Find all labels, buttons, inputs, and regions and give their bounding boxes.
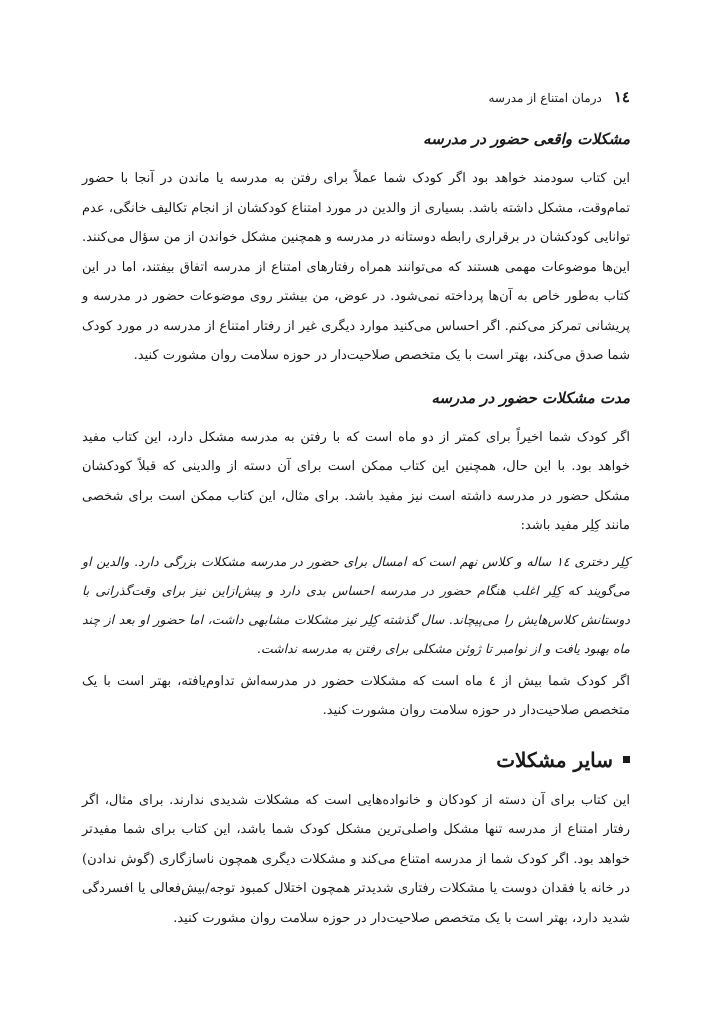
running-header	[82, 88, 630, 110]
running-title: درمان امتناع از مدرسه	[488, 91, 602, 105]
paragraph-duration-advice: اگر کودک شما بیش از ٤ ماه است که مشکلات حضور در مدرسه‌اش تداوم‌یافته، بهتر است با یک متخصص صلاحیت‌دار در حوزه سلامت روان مشورت کنید.	[82, 673, 630, 718]
section-title-duration: مدت مشکلات حضور در مدرسه	[431, 388, 630, 407]
paragraph-other-problems: این کتاب برای آن دسته از کودکان و خانواده‌هایی است که مشکلات شدیدی ندارند. برای مثال، اگر رفتار امتناع از مدرسه تنها مشکل واصلی‌ترین مشکل کودک شما باشد، این کتاب برای شما مفیدتر خواهد بود. اگر کودک شما از مدرسه امتناع می‌کند و مشکلات دیگری همچون ناسازگاری (گوش ندادن) در خانه یا فقدان دوست یا مشکلات رفتاری شدیدتر همچون اختلال کمبود توجه/بیش‌فعالی یا افسردگی شدید دارد، بهتر است با یک متخصص صلاحیت‌دار در حوزه سلامت روان مشورت کنید.	[82, 792, 630, 926]
document-page	[82, 88, 630, 933]
case-example-quote: کِلِر دختری ١٤ ساله و کلاس نهم است که امسال برای حضور در مدرسه مشکلات بزرگی دارد. والدین او می‌گویند که کِلِر اغلب هنگام حضور در مدرسه احساس بدی دارد و پیش‌ازاین نیز برای وقت‌گذرانی با دوستانش کلاس‌هایش را می‌پیچاند. سال گذشته کِلِر نیز مشکلات مشابهی داشت، اما حضور او بعد از چند ماه بهبود یافت و از نوامبر تا ژوئن مشکلی برای رفتن به مدرسه نداشت.	[82, 553, 630, 656]
paragraph-real-attendance-problems: این کتاب سودمند خواهد بود اگر کودک شما عملاً برای رفتن به مدرسه یا ماندن در آنجا با حضور تمام‌وقت، مشکل داشته باشد. بسیاری از والدین در مورد امتناع کودکشان از انجام تکالیف خانگی، عدم توانایی کودکشان در برقراری رابطه دوستانه در مدرسه و همچنین مشکل خواندن از من سؤال می‌کنند. این‌ها موضوعات مهمی هستند که می‌توانند همراه رفتارهای امتناع از مدرسه اتفاق بیفتند، اما در این کتاب به‌طور خاص به آن‌ها پرداخته نمی‌شود. در عوض، من بیشتر روی موضوعات حضور در مدرسه و پریشانی تمرکز می‌کنم. اگر احساس می‌کنید موارد دیگری غیر از رفتار امتناع از مدرسه در مورد کودک شما صدق می‌کند، بهتر است با یک متخصص صلاحیت‌دار در حوزه سلامت روان مشورت کنید.	[82, 171, 630, 363]
section-heading-other-problems	[82, 744, 630, 776]
paragraph-duration-intro: اگر کودک شما اخیراً برای کمتر از دو ماه است که با رفتن به مدرسه مشکل دارد، این کتاب مفید خواهد بود. با این حال، همچنین این کتاب ممکن است برای آن دسته از والدینی که قبلاً کودکشان مشکل حضور در مدرسه داشته است نیز مفید باشد. برای مثال، این کتاب ممکن است برای شخصی مانند کِلِر مفید باشد:	[82, 429, 630, 533]
section-title-other-problems: سایر مشکلات	[496, 747, 613, 772]
section-spacer	[82, 371, 630, 385]
page-number: ١٤	[613, 88, 630, 106]
section-title-real-attendance-problems: مشکلات واقعی حضور در مدرسه	[423, 130, 630, 148]
square-bullet-icon	[623, 756, 630, 763]
